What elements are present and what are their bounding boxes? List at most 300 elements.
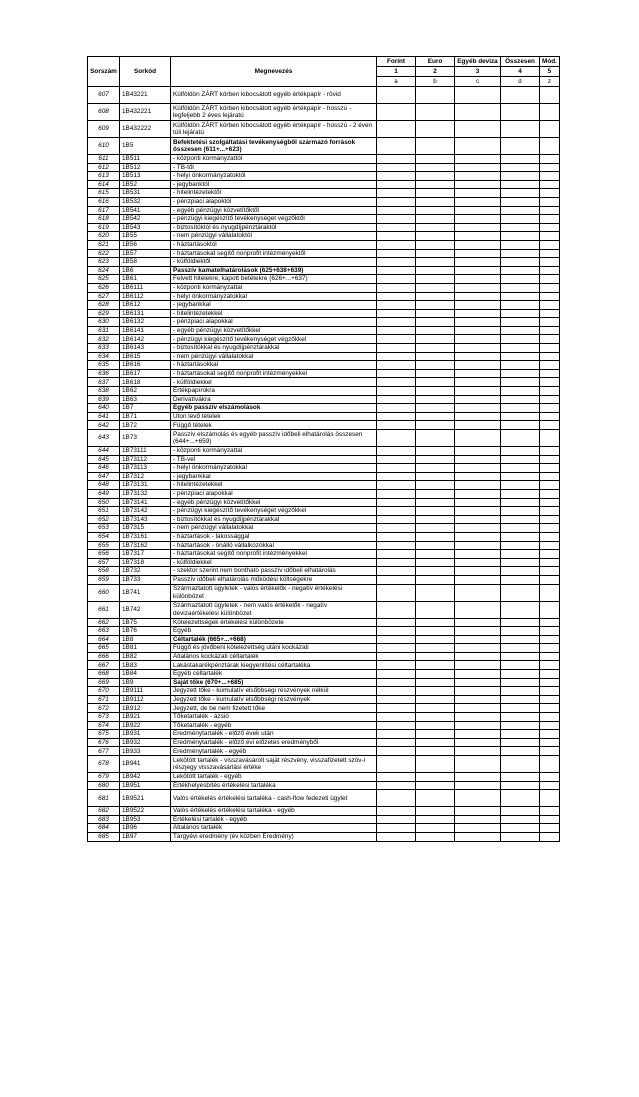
cell-mod[interactable] bbox=[540, 532, 560, 541]
cell-mod[interactable] bbox=[540, 704, 560, 713]
cell-egyeb-deviza[interactable] bbox=[455, 206, 501, 215]
cell-osszesen[interactable] bbox=[501, 104, 540, 121]
cell-egyeb-deviza[interactable] bbox=[455, 584, 501, 601]
cell-egyeb-deviza[interactable] bbox=[455, 687, 501, 696]
cell-osszesen[interactable] bbox=[501, 781, 540, 790]
cell-egyeb-deviza[interactable] bbox=[455, 180, 501, 189]
cell-osszesen[interactable] bbox=[501, 387, 540, 396]
cell-mod[interactable] bbox=[540, 206, 560, 215]
cell-euro[interactable] bbox=[416, 404, 455, 413]
cell-osszesen[interactable] bbox=[501, 318, 540, 327]
cell-mod[interactable] bbox=[540, 644, 560, 653]
cell-egyeb-deviza[interactable] bbox=[455, 378, 501, 387]
cell-egyeb-deviza[interactable] bbox=[455, 635, 501, 644]
cell-egyeb-deviza[interactable] bbox=[455, 138, 501, 155]
cell-mod[interactable] bbox=[540, 713, 560, 722]
cell-forint[interactable] bbox=[377, 532, 416, 541]
cell-forint[interactable] bbox=[377, 223, 416, 232]
cell-euro[interactable] bbox=[416, 275, 455, 284]
cell-euro[interactable] bbox=[416, 524, 455, 533]
cell-osszesen[interactable] bbox=[501, 197, 540, 206]
cell-egyeb-deviza[interactable] bbox=[455, 421, 501, 430]
cell-euro[interactable] bbox=[416, 773, 455, 782]
cell-euro[interactable] bbox=[416, 464, 455, 473]
cell-euro[interactable] bbox=[416, 678, 455, 687]
cell-mod[interactable] bbox=[540, 215, 560, 224]
cell-egyeb-deviza[interactable] bbox=[455, 773, 501, 782]
cell-forint[interactable] bbox=[377, 266, 416, 275]
cell-euro[interactable] bbox=[416, 481, 455, 490]
cell-osszesen[interactable] bbox=[501, 567, 540, 576]
cell-euro[interactable] bbox=[416, 172, 455, 181]
cell-mod[interactable] bbox=[540, 395, 560, 404]
cell-mod[interactable] bbox=[540, 258, 560, 267]
cell-mod[interactable] bbox=[540, 87, 560, 104]
cell-osszesen[interactable] bbox=[501, 515, 540, 524]
cell-mod[interactable] bbox=[540, 558, 560, 567]
cell-mod[interactable] bbox=[540, 515, 560, 524]
cell-egyeb-deviza[interactable] bbox=[455, 661, 501, 670]
cell-mod[interactable] bbox=[540, 180, 560, 189]
cell-euro[interactable] bbox=[416, 756, 455, 773]
cell-euro[interactable] bbox=[416, 318, 455, 327]
cell-egyeb-deviza[interactable] bbox=[455, 627, 501, 636]
cell-mod[interactable] bbox=[540, 773, 560, 782]
cell-egyeb-deviza[interactable] bbox=[455, 335, 501, 344]
cell-egyeb-deviza[interactable] bbox=[455, 507, 501, 516]
cell-mod[interactable] bbox=[540, 627, 560, 636]
cell-egyeb-deviza[interactable] bbox=[455, 258, 501, 267]
cell-egyeb-deviza[interactable] bbox=[455, 481, 501, 490]
cell-osszesen[interactable] bbox=[501, 180, 540, 189]
cell-euro[interactable] bbox=[416, 824, 455, 833]
cell-forint[interactable] bbox=[377, 87, 416, 104]
cell-osszesen[interactable] bbox=[501, 687, 540, 696]
cell-forint[interactable] bbox=[377, 138, 416, 155]
cell-euro[interactable] bbox=[416, 687, 455, 696]
cell-forint[interactable] bbox=[377, 326, 416, 335]
cell-forint[interactable] bbox=[377, 584, 416, 601]
cell-osszesen[interactable] bbox=[501, 824, 540, 833]
cell-forint[interactable] bbox=[377, 249, 416, 258]
cell-forint[interactable] bbox=[377, 550, 416, 559]
cell-euro[interactable] bbox=[416, 249, 455, 258]
cell-osszesen[interactable] bbox=[501, 447, 540, 456]
cell-euro[interactable] bbox=[416, 635, 455, 644]
cell-forint[interactable] bbox=[377, 104, 416, 121]
cell-forint[interactable] bbox=[377, 644, 416, 653]
cell-forint[interactable] bbox=[377, 395, 416, 404]
cell-forint[interactable] bbox=[377, 678, 416, 687]
cell-egyeb-deviza[interactable] bbox=[455, 215, 501, 224]
cell-mod[interactable] bbox=[540, 550, 560, 559]
cell-forint[interactable] bbox=[377, 447, 416, 456]
cell-egyeb-deviza[interactable] bbox=[455, 644, 501, 653]
cell-euro[interactable] bbox=[416, 489, 455, 498]
cell-euro[interactable] bbox=[416, 395, 455, 404]
cell-forint[interactable] bbox=[377, 412, 416, 421]
cell-egyeb-deviza[interactable] bbox=[455, 275, 501, 284]
cell-osszesen[interactable] bbox=[501, 206, 540, 215]
cell-forint[interactable] bbox=[377, 361, 416, 370]
cell-egyeb-deviza[interactable] bbox=[455, 695, 501, 704]
cell-osszesen[interactable] bbox=[501, 395, 540, 404]
cell-osszesen[interactable] bbox=[501, 815, 540, 824]
cell-forint[interactable] bbox=[377, 773, 416, 782]
cell-egyeb-deviza[interactable] bbox=[455, 721, 501, 730]
cell-osszesen[interactable] bbox=[501, 670, 540, 679]
cell-euro[interactable] bbox=[416, 455, 455, 464]
cell-egyeb-deviza[interactable] bbox=[455, 266, 501, 275]
cell-egyeb-deviza[interactable] bbox=[455, 515, 501, 524]
cell-mod[interactable] bbox=[540, 292, 560, 301]
cell-mod[interactable] bbox=[540, 567, 560, 576]
cell-mod[interactable] bbox=[540, 721, 560, 730]
cell-mod[interactable] bbox=[540, 249, 560, 258]
cell-egyeb-deviza[interactable] bbox=[455, 318, 501, 327]
cell-forint[interactable] bbox=[377, 172, 416, 181]
cell-forint[interactable] bbox=[377, 730, 416, 739]
cell-mod[interactable] bbox=[540, 163, 560, 172]
cell-osszesen[interactable] bbox=[501, 550, 540, 559]
cell-mod[interactable] bbox=[540, 309, 560, 318]
cell-euro[interactable] bbox=[416, 747, 455, 756]
cell-euro[interactable] bbox=[416, 430, 455, 447]
cell-osszesen[interactable] bbox=[501, 644, 540, 653]
cell-osszesen[interactable] bbox=[501, 292, 540, 301]
cell-forint[interactable] bbox=[377, 318, 416, 327]
cell-forint[interactable] bbox=[377, 292, 416, 301]
cell-euro[interactable] bbox=[416, 138, 455, 155]
cell-mod[interactable] bbox=[540, 481, 560, 490]
cell-osszesen[interactable] bbox=[501, 790, 540, 807]
cell-osszesen[interactable] bbox=[501, 430, 540, 447]
cell-euro[interactable] bbox=[416, 670, 455, 679]
cell-mod[interactable] bbox=[540, 601, 560, 618]
cell-egyeb-deviza[interactable] bbox=[455, 240, 501, 249]
cell-osszesen[interactable] bbox=[501, 258, 540, 267]
cell-euro[interactable] bbox=[416, 326, 455, 335]
cell-euro[interactable] bbox=[416, 781, 455, 790]
cell-mod[interactable] bbox=[540, 412, 560, 421]
cell-egyeb-deviza[interactable] bbox=[455, 326, 501, 335]
cell-forint[interactable] bbox=[377, 832, 416, 841]
cell-egyeb-deviza[interactable] bbox=[455, 387, 501, 396]
cell-egyeb-deviza[interactable] bbox=[455, 172, 501, 181]
cell-forint[interactable] bbox=[377, 472, 416, 481]
cell-egyeb-deviza[interactable] bbox=[455, 678, 501, 687]
cell-egyeb-deviza[interactable] bbox=[455, 704, 501, 713]
cell-egyeb-deviza[interactable] bbox=[455, 104, 501, 121]
cell-euro[interactable] bbox=[416, 652, 455, 661]
cell-egyeb-deviza[interactable] bbox=[455, 652, 501, 661]
cell-euro[interactable] bbox=[416, 627, 455, 636]
cell-forint[interactable] bbox=[377, 189, 416, 198]
cell-mod[interactable] bbox=[540, 635, 560, 644]
cell-osszesen[interactable] bbox=[501, 240, 540, 249]
cell-euro[interactable] bbox=[416, 584, 455, 601]
cell-egyeb-deviza[interactable] bbox=[455, 815, 501, 824]
cell-forint[interactable] bbox=[377, 180, 416, 189]
cell-egyeb-deviza[interactable] bbox=[455, 412, 501, 421]
cell-osszesen[interactable] bbox=[501, 584, 540, 601]
cell-osszesen[interactable] bbox=[501, 807, 540, 816]
cell-egyeb-deviza[interactable] bbox=[455, 464, 501, 473]
cell-euro[interactable] bbox=[416, 223, 455, 232]
cell-osszesen[interactable] bbox=[501, 747, 540, 756]
cell-osszesen[interactable] bbox=[501, 361, 540, 370]
cell-euro[interactable] bbox=[416, 378, 455, 387]
cell-forint[interactable] bbox=[377, 575, 416, 584]
cell-mod[interactable] bbox=[540, 232, 560, 241]
cell-osszesen[interactable] bbox=[501, 249, 540, 258]
cell-euro[interactable] bbox=[416, 807, 455, 816]
cell-osszesen[interactable] bbox=[501, 232, 540, 241]
cell-egyeb-deviza[interactable] bbox=[455, 601, 501, 618]
cell-egyeb-deviza[interactable] bbox=[455, 550, 501, 559]
cell-mod[interactable] bbox=[540, 301, 560, 310]
cell-osszesen[interactable] bbox=[501, 223, 540, 232]
cell-mod[interactable] bbox=[540, 172, 560, 181]
cell-forint[interactable] bbox=[377, 635, 416, 644]
cell-forint[interactable] bbox=[377, 481, 416, 490]
cell-euro[interactable] bbox=[416, 352, 455, 361]
cell-egyeb-deviza[interactable] bbox=[455, 404, 501, 413]
cell-egyeb-deviza[interactable] bbox=[455, 430, 501, 447]
cell-forint[interactable] bbox=[377, 387, 416, 396]
cell-forint[interactable] bbox=[377, 567, 416, 576]
cell-euro[interactable] bbox=[416, 447, 455, 456]
cell-mod[interactable] bbox=[540, 223, 560, 232]
cell-egyeb-deviza[interactable] bbox=[455, 824, 501, 833]
cell-egyeb-deviza[interactable] bbox=[455, 618, 501, 627]
cell-forint[interactable] bbox=[377, 498, 416, 507]
cell-forint[interactable] bbox=[377, 455, 416, 464]
cell-forint[interactable] bbox=[377, 670, 416, 679]
cell-euro[interactable] bbox=[416, 344, 455, 353]
cell-mod[interactable] bbox=[540, 815, 560, 824]
cell-osszesen[interactable] bbox=[501, 283, 540, 292]
cell-mod[interactable] bbox=[540, 575, 560, 584]
cell-mod[interactable] bbox=[540, 524, 560, 533]
cell-egyeb-deviza[interactable] bbox=[455, 747, 501, 756]
cell-forint[interactable] bbox=[377, 309, 416, 318]
cell-osszesen[interactable] bbox=[501, 481, 540, 490]
cell-osszesen[interactable] bbox=[501, 464, 540, 473]
cell-egyeb-deviza[interactable] bbox=[455, 249, 501, 258]
cell-forint[interactable] bbox=[377, 627, 416, 636]
cell-euro[interactable] bbox=[416, 301, 455, 310]
cell-egyeb-deviza[interactable] bbox=[455, 738, 501, 747]
cell-euro[interactable] bbox=[416, 790, 455, 807]
cell-forint[interactable] bbox=[377, 721, 416, 730]
cell-osszesen[interactable] bbox=[501, 730, 540, 739]
cell-egyeb-deviza[interactable] bbox=[455, 558, 501, 567]
cell-mod[interactable] bbox=[540, 104, 560, 121]
cell-mod[interactable] bbox=[540, 138, 560, 155]
cell-euro[interactable] bbox=[416, 369, 455, 378]
cell-euro[interactable] bbox=[416, 541, 455, 550]
cell-euro[interactable] bbox=[416, 292, 455, 301]
cell-forint[interactable] bbox=[377, 121, 416, 138]
cell-mod[interactable] bbox=[540, 464, 560, 473]
cell-osszesen[interactable] bbox=[501, 575, 540, 584]
cell-egyeb-deviza[interactable] bbox=[455, 87, 501, 104]
cell-osszesen[interactable] bbox=[501, 558, 540, 567]
cell-euro[interactable] bbox=[416, 575, 455, 584]
cell-forint[interactable] bbox=[377, 618, 416, 627]
cell-osszesen[interactable] bbox=[501, 652, 540, 661]
cell-forint[interactable] bbox=[377, 601, 416, 618]
cell-osszesen[interactable] bbox=[501, 498, 540, 507]
cell-egyeb-deviza[interactable] bbox=[455, 155, 501, 164]
cell-mod[interactable] bbox=[540, 584, 560, 601]
cell-forint[interactable] bbox=[377, 464, 416, 473]
cell-egyeb-deviza[interactable] bbox=[455, 369, 501, 378]
cell-mod[interactable] bbox=[540, 498, 560, 507]
cell-forint[interactable] bbox=[377, 781, 416, 790]
cell-mod[interactable] bbox=[540, 790, 560, 807]
cell-mod[interactable] bbox=[540, 541, 560, 550]
cell-mod[interactable] bbox=[540, 807, 560, 816]
cell-osszesen[interactable] bbox=[501, 215, 540, 224]
cell-egyeb-deviza[interactable] bbox=[455, 292, 501, 301]
cell-euro[interactable] bbox=[416, 104, 455, 121]
cell-egyeb-deviza[interactable] bbox=[455, 121, 501, 138]
cell-osszesen[interactable] bbox=[501, 309, 540, 318]
cell-euro[interactable] bbox=[416, 258, 455, 267]
cell-osszesen[interactable] bbox=[501, 541, 540, 550]
cell-osszesen[interactable] bbox=[501, 412, 540, 421]
cell-forint[interactable] bbox=[377, 275, 416, 284]
cell-euro[interactable] bbox=[416, 266, 455, 275]
cell-euro[interactable] bbox=[416, 601, 455, 618]
cell-egyeb-deviza[interactable] bbox=[455, 756, 501, 773]
cell-osszesen[interactable] bbox=[501, 189, 540, 198]
cell-egyeb-deviza[interactable] bbox=[455, 498, 501, 507]
cell-mod[interactable] bbox=[540, 266, 560, 275]
cell-egyeb-deviza[interactable] bbox=[455, 524, 501, 533]
cell-euro[interactable] bbox=[416, 618, 455, 627]
cell-euro[interactable] bbox=[416, 567, 455, 576]
cell-euro[interactable] bbox=[416, 309, 455, 318]
cell-egyeb-deviza[interactable] bbox=[455, 472, 501, 481]
cell-mod[interactable] bbox=[540, 678, 560, 687]
cell-forint[interactable] bbox=[377, 652, 416, 661]
cell-forint[interactable] bbox=[377, 824, 416, 833]
cell-mod[interactable] bbox=[540, 283, 560, 292]
cell-osszesen[interactable] bbox=[501, 601, 540, 618]
cell-forint[interactable] bbox=[377, 206, 416, 215]
cell-forint[interactable] bbox=[377, 747, 416, 756]
cell-euro[interactable] bbox=[416, 713, 455, 722]
cell-egyeb-deviza[interactable] bbox=[455, 832, 501, 841]
cell-egyeb-deviza[interactable] bbox=[455, 567, 501, 576]
cell-forint[interactable] bbox=[377, 430, 416, 447]
cell-euro[interactable] bbox=[416, 507, 455, 516]
cell-egyeb-deviza[interactable] bbox=[455, 344, 501, 353]
cell-forint[interactable] bbox=[377, 344, 416, 353]
cell-forint[interactable] bbox=[377, 815, 416, 824]
cell-mod[interactable] bbox=[540, 695, 560, 704]
cell-forint[interactable] bbox=[377, 404, 416, 413]
cell-euro[interactable] bbox=[416, 189, 455, 198]
cell-forint[interactable] bbox=[377, 558, 416, 567]
cell-osszesen[interactable] bbox=[501, 421, 540, 430]
cell-egyeb-deviza[interactable] bbox=[455, 223, 501, 232]
cell-euro[interactable] bbox=[416, 815, 455, 824]
cell-mod[interactable] bbox=[540, 378, 560, 387]
cell-euro[interactable] bbox=[416, 704, 455, 713]
cell-euro[interactable] bbox=[416, 155, 455, 164]
cell-osszesen[interactable] bbox=[501, 344, 540, 353]
cell-forint[interactable] bbox=[377, 197, 416, 206]
cell-forint[interactable] bbox=[377, 240, 416, 249]
cell-euro[interactable] bbox=[416, 335, 455, 344]
cell-egyeb-deviza[interactable] bbox=[455, 361, 501, 370]
cell-osszesen[interactable] bbox=[501, 661, 540, 670]
cell-osszesen[interactable] bbox=[501, 756, 540, 773]
cell-mod[interactable] bbox=[540, 335, 560, 344]
cell-egyeb-deviza[interactable] bbox=[455, 807, 501, 816]
cell-egyeb-deviza[interactable] bbox=[455, 455, 501, 464]
cell-osszesen[interactable] bbox=[501, 455, 540, 464]
cell-forint[interactable] bbox=[377, 807, 416, 816]
cell-osszesen[interactable] bbox=[501, 832, 540, 841]
cell-mod[interactable] bbox=[540, 824, 560, 833]
cell-forint[interactable] bbox=[377, 215, 416, 224]
cell-euro[interactable] bbox=[416, 532, 455, 541]
cell-osszesen[interactable] bbox=[501, 138, 540, 155]
cell-osszesen[interactable] bbox=[501, 266, 540, 275]
cell-forint[interactable] bbox=[377, 507, 416, 516]
cell-forint[interactable] bbox=[377, 421, 416, 430]
cell-forint[interactable] bbox=[377, 687, 416, 696]
cell-euro[interactable] bbox=[416, 515, 455, 524]
cell-mod[interactable] bbox=[540, 197, 560, 206]
cell-forint[interactable] bbox=[377, 661, 416, 670]
cell-mod[interactable] bbox=[540, 275, 560, 284]
cell-egyeb-deviza[interactable] bbox=[455, 163, 501, 172]
cell-egyeb-deviza[interactable] bbox=[455, 790, 501, 807]
cell-euro[interactable] bbox=[416, 206, 455, 215]
cell-egyeb-deviza[interactable] bbox=[455, 197, 501, 206]
cell-osszesen[interactable] bbox=[501, 352, 540, 361]
cell-euro[interactable] bbox=[416, 387, 455, 396]
cell-euro[interactable] bbox=[416, 472, 455, 481]
cell-osszesen[interactable] bbox=[501, 369, 540, 378]
cell-forint[interactable] bbox=[377, 155, 416, 164]
cell-osszesen[interactable] bbox=[501, 335, 540, 344]
cell-mod[interactable] bbox=[540, 361, 560, 370]
cell-forint[interactable] bbox=[377, 378, 416, 387]
cell-egyeb-deviza[interactable] bbox=[455, 301, 501, 310]
cell-egyeb-deviza[interactable] bbox=[455, 730, 501, 739]
cell-forint[interactable] bbox=[377, 713, 416, 722]
cell-mod[interactable] bbox=[540, 747, 560, 756]
cell-osszesen[interactable] bbox=[501, 627, 540, 636]
cell-forint[interactable] bbox=[377, 489, 416, 498]
cell-osszesen[interactable] bbox=[501, 507, 540, 516]
cell-forint[interactable] bbox=[377, 704, 416, 713]
cell-osszesen[interactable] bbox=[501, 326, 540, 335]
cell-egyeb-deviza[interactable] bbox=[455, 670, 501, 679]
cell-euro[interactable] bbox=[416, 361, 455, 370]
cell-egyeb-deviza[interactable] bbox=[455, 541, 501, 550]
cell-euro[interactable] bbox=[416, 550, 455, 559]
cell-osszesen[interactable] bbox=[501, 635, 540, 644]
cell-osszesen[interactable] bbox=[501, 378, 540, 387]
